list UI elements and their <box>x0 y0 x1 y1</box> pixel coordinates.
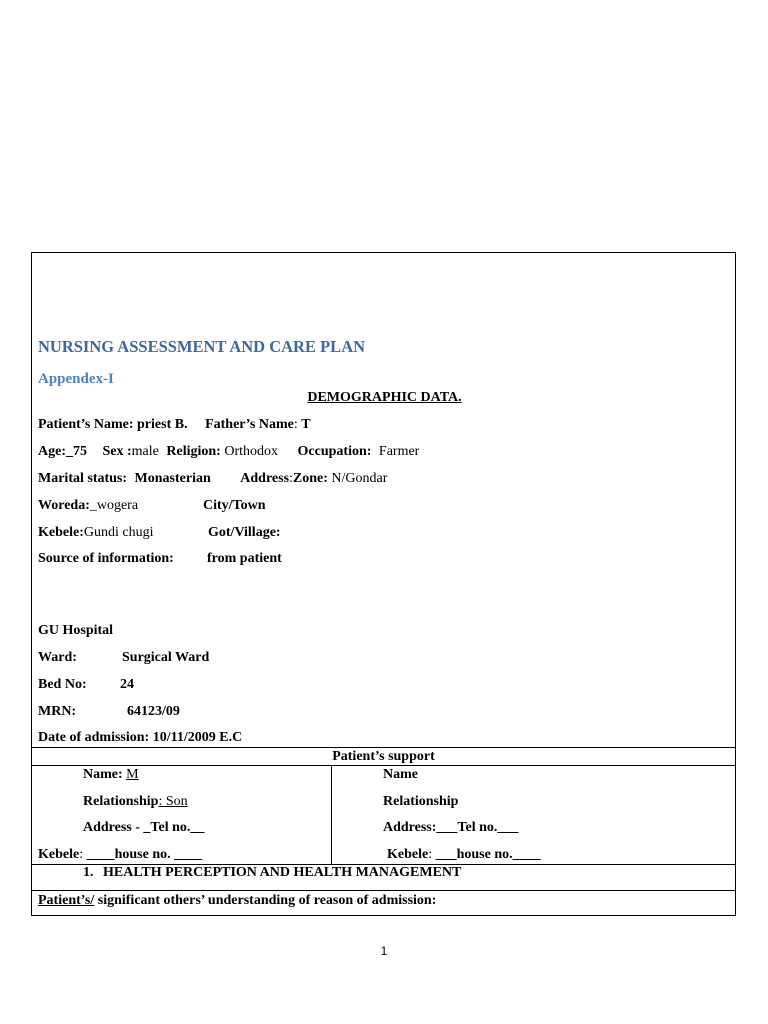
understanding-text: significant others’ understanding of reason of admission: <box>94 893 437 908</box>
father-name-colon: : <box>293 417 298 432</box>
father-name-value: T <box>301 417 311 432</box>
source-label: Source of information: <box>38 551 174 566</box>
support-left-name-label: Name: <box>83 767 123 782</box>
address-label: Address <box>240 471 290 486</box>
age-label: Age: <box>38 444 66 459</box>
table-divider <box>32 765 735 766</box>
admission-value: 10/11/2009 E.C <box>152 730 243 745</box>
appendix-label: Appendex-I <box>38 371 114 387</box>
support-right-tel-label: Tel no. <box>457 820 498 835</box>
assessment-form <box>31 252 736 916</box>
sex-value: male <box>131 444 159 459</box>
religion-label: Religion: <box>166 444 221 459</box>
age-row <box>38 444 419 460</box>
support-left-house-blank: ____ <box>174 847 203 862</box>
city-label: City/Town <box>203 498 266 513</box>
support-left-address <box>83 820 204 836</box>
ward-value: Surgical Ward <box>122 650 210 665</box>
bed-label: Bed No: <box>38 677 87 692</box>
support-left-address-blank: _ <box>143 820 151 835</box>
support-right-relationship-label: Relationship <box>383 794 459 809</box>
support-right-address-label: Address: <box>383 820 437 835</box>
support-left-tel-label: Tel no. <box>150 820 191 835</box>
patient-name-value: priest B. <box>137 417 188 432</box>
marital-row <box>38 471 387 487</box>
support-right-address-blank: ___ <box>436 820 458 835</box>
kebele-label: Kebele: <box>38 525 84 540</box>
support-left-address-label: Address - <box>83 820 144 835</box>
occupation-label: Occupation: <box>297 444 372 459</box>
support-left-kebele-colon: : <box>79 847 87 862</box>
age-value: _75 <box>66 444 87 459</box>
section-1-heading <box>83 865 461 881</box>
support-left-tel-blank: __ <box>190 820 205 835</box>
support-left-name-value: M <box>126 767 139 782</box>
support-left-relationship-label: Relationship <box>83 794 159 809</box>
support-left-relationship-value: : Son <box>158 794 188 809</box>
column-divider <box>331 766 332 864</box>
kebele-value: Gundi chugi <box>83 525 154 540</box>
patient-name-row <box>38 417 311 433</box>
understanding-row <box>38 893 436 909</box>
support-right-kebele <box>387 847 541 863</box>
marital-value: Monasterian <box>134 471 211 486</box>
support-right-tel-blank: ___ <box>497 820 519 835</box>
father-name-label: Father’s Name <box>205 417 294 432</box>
support-right-kebele-label: Kebele <box>387 847 429 862</box>
kebele-row <box>38 525 153 541</box>
woreda-label: Woreda: <box>38 498 90 513</box>
ward-label: Ward: <box>38 650 77 665</box>
support-right-address <box>383 820 518 836</box>
section-1-number: 1. <box>83 865 94 880</box>
zone-value: N/Gondar <box>331 471 388 486</box>
bed-value: 24 <box>120 677 134 692</box>
occupation-value: Farmer <box>378 444 420 459</box>
sex-label: Sex : <box>102 444 132 459</box>
document-title: NURSING ASSESSMENT AND CARE PLAN <box>38 337 366 356</box>
support-right-kebele-colon: : <box>428 847 436 862</box>
support-left-kebele-blank: ____ <box>86 847 115 862</box>
demographic-heading: DEMOGRAPHIC DATA. <box>307 390 462 405</box>
marital-label: Marital status: <box>38 471 128 486</box>
support-left-name <box>83 767 139 783</box>
table-divider <box>32 747 735 748</box>
village-label: Got/Village: <box>208 525 281 540</box>
support-right-name-label: Name <box>383 767 418 782</box>
table-divider <box>32 890 735 891</box>
zone-label: Zone: <box>292 471 328 486</box>
admission-row <box>38 730 242 746</box>
address-colon: : <box>289 471 293 486</box>
support-right-kebele-blank: ___ <box>435 847 457 862</box>
support-left-kebele-label: Kebele <box>38 847 80 862</box>
support-left-kebele <box>38 847 202 863</box>
mrn-value: 64123/09 <box>127 704 180 719</box>
support-title: Patient’s support <box>332 749 435 764</box>
support-right-house-label: house no. <box>456 847 513 862</box>
support-left-relationship <box>83 794 188 810</box>
support-left-house-label: house no. <box>114 847 175 862</box>
religion-value: Orthodox <box>224 444 279 459</box>
woreda-value: _wogera <box>89 498 139 513</box>
source-row <box>38 551 174 567</box>
admission-label: Date of admission: <box>38 730 150 745</box>
hospital-name: GU Hospital <box>38 623 114 638</box>
page-number: 1 <box>380 944 388 958</box>
section-1-title: HEALTH PERCEPTION AND HEALTH MANAGEMENT <box>103 865 462 880</box>
mrn-label: MRN: <box>38 704 77 719</box>
patient-name-label: Patient’s Name: <box>38 417 134 432</box>
understanding-underlined: Patient’s/ <box>38 893 95 908</box>
support-right-house-blank: ____ <box>512 847 541 862</box>
woreda-row <box>38 498 138 514</box>
source-value: from patient <box>207 551 282 566</box>
